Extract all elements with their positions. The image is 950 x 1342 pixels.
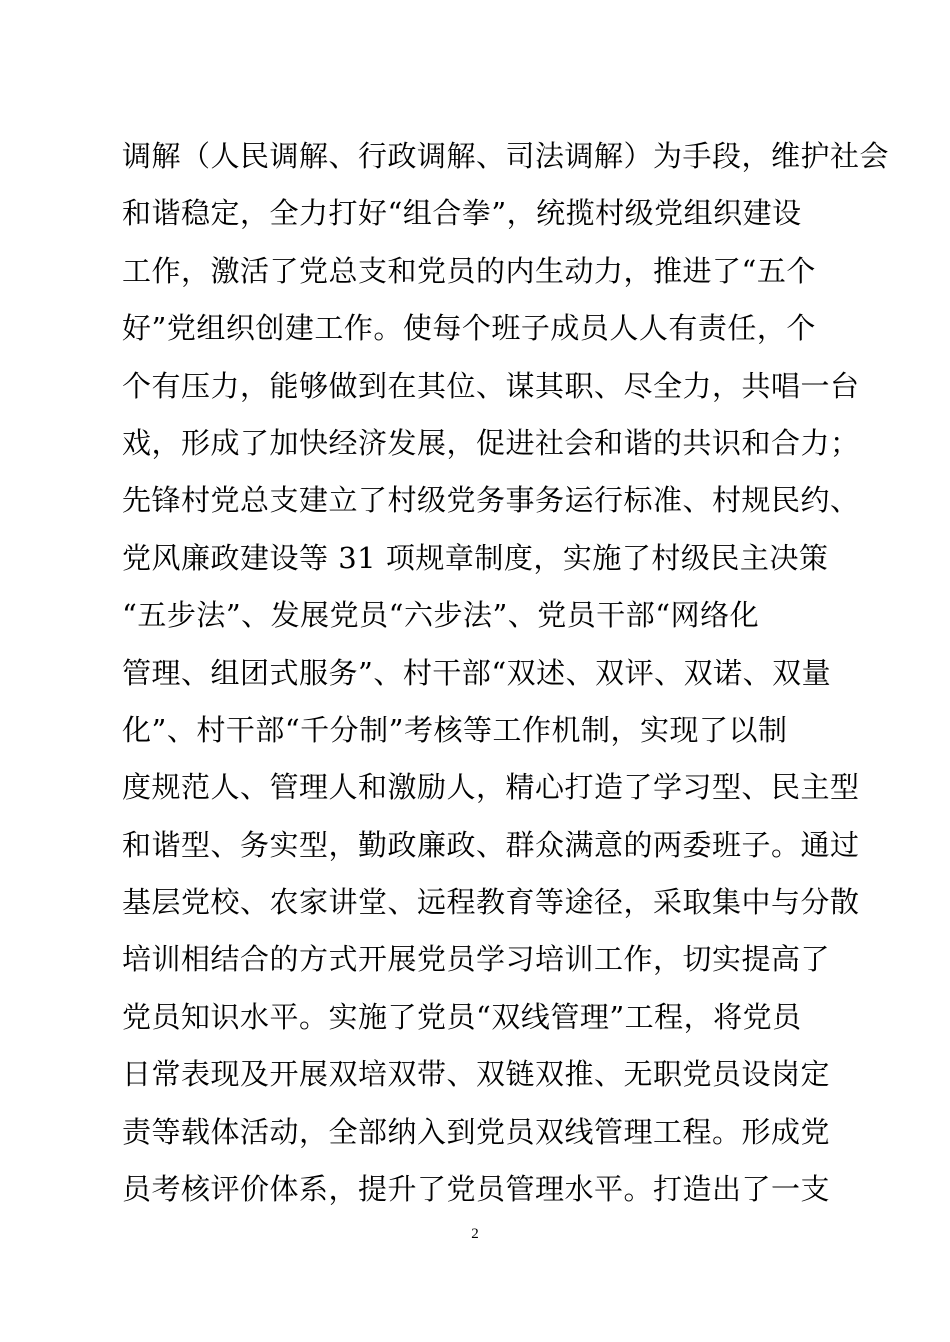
text-line: 度规范人、管理人和激励人，精心打造了学习型、民主型 (122, 770, 860, 805)
text-line: 戏，形成了加快经济发展，促进社会和谐的共识和合力； (122, 425, 860, 460)
text-line: 工作，激活了党总支和党员的内生动力，推进了“五个 (122, 253, 816, 288)
text-line: 管理、组团式服务”、村干部“双述、双评、双诺、双量 (122, 655, 832, 690)
text-line: 基层党校、农家讲堂、远程教育等途径，采取集中与分散 (122, 885, 860, 920)
text-line: 调解（人民调解、行政调解、司法调解）为手段，维护社会 (122, 139, 890, 173)
text-line: 好”党组织创建工作。使每个班子成员人人有责任，个 (122, 311, 816, 346)
text-line: 党风廉政建设等 31 项规章制度，实施了村级民主决策 (122, 540, 829, 575)
page-number: 2 (471, 1226, 479, 1242)
text-line: 培训相结合的方式开展党员学习培训工作，切实提高了 (122, 942, 831, 977)
text-line: 和谐稳定，全力打好“组合拳”，统揽村级党组织建设 (122, 196, 802, 231)
text-line: 责等载体活动，全部纳入到党员双线管理工程。形成党 (122, 1114, 831, 1149)
text-line: 员考核评价体系，提升了党员管理水平。打造出了一支 (122, 1172, 831, 1207)
text-line: “五步法”、发展党员“六步法”、党员干部“网络化 (122, 598, 760, 633)
text-line: 先锋村党总支建立了村级党务事务运行标准、村规民约、 (122, 483, 860, 518)
text-line: 和谐型、务实型，勤政廉政、群众满意的两委班子。通过 (122, 827, 860, 862)
body-paragraph (122, 128, 890, 1218)
text-line: 化”、村干部“千分制”考核等工作机制，实现了以制 (122, 712, 788, 747)
text-line: 个有压力，能够做到在其位、谋其职、尽全力，共唱一台 (122, 368, 860, 403)
text-line: 日常表现及开展双培双带、双链双推、无职党员设岗定 (122, 1057, 831, 1092)
text-line: 党员知识水平。实施了党员“双线管理”工程，将党员 (122, 999, 802, 1034)
